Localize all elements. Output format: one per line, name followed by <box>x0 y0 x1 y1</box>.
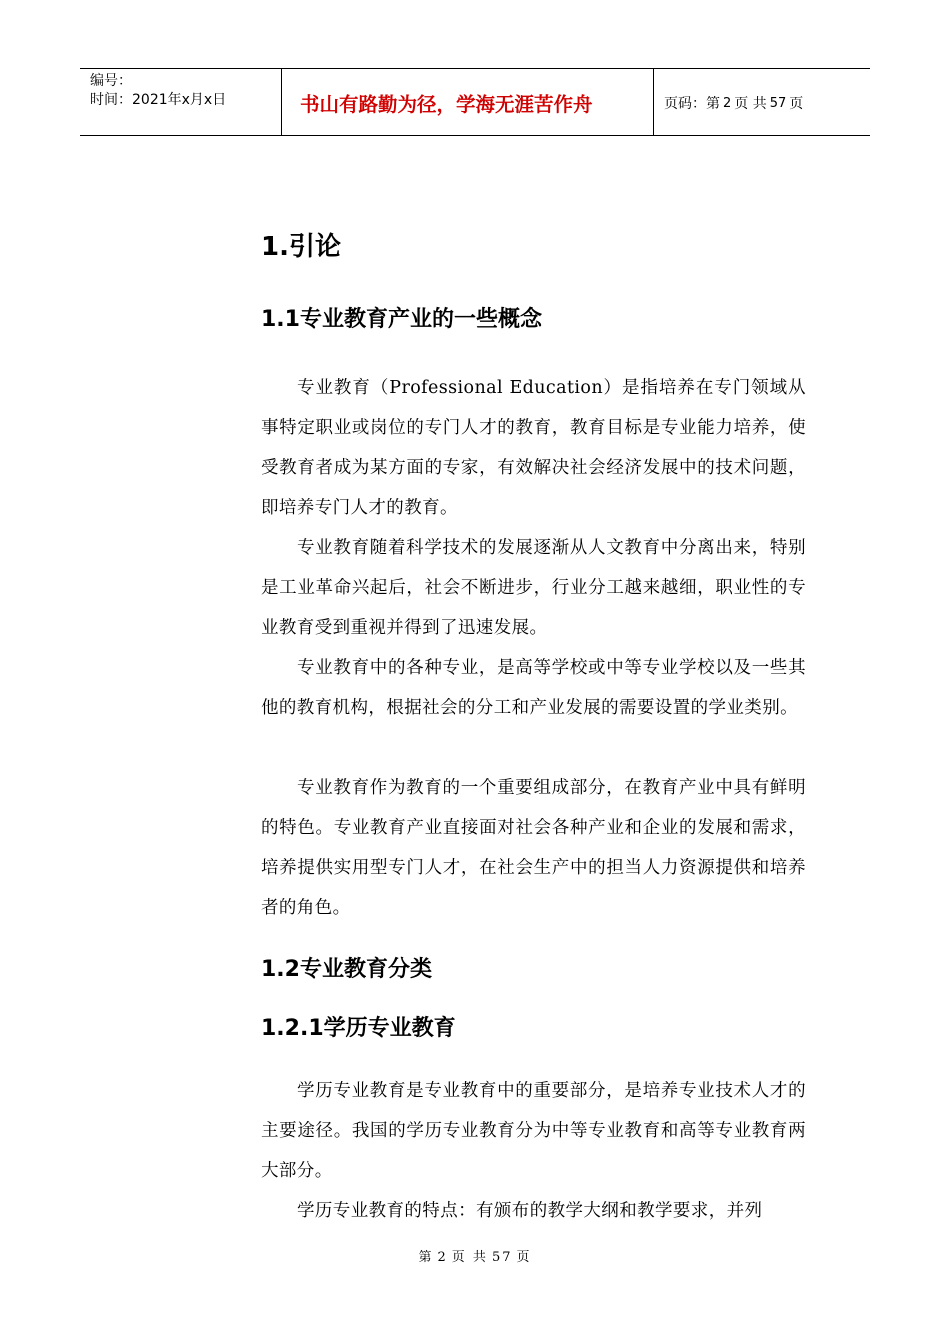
paragraph-3: 专业教育中的各种专业，是高等学校或中等专业学校以及一些其他的教育机构，根据社会的分工和产业发展的需要设置的学业类别。 <box>261 658 806 718</box>
header-page-current: 2 <box>723 95 732 111</box>
section-heading-1-2: 1.2专业教育分类 <box>261 957 432 982</box>
page-header <box>80 68 870 136</box>
footer-suffix: 页 <box>516 1250 532 1265</box>
paragraph-2: 专业教育随着科学技术的发展逐渐从人文教育中分离出来，特别是工业革命兴起后，社会不断进步，行业分工越来越细，职业性的专业教育受到重视并得到了迅速发展。 <box>261 538 806 638</box>
header-number-label: 编号： <box>90 73 132 89</box>
header-page-cell <box>654 69 870 135</box>
header-page-suffix: 页 <box>789 96 804 112</box>
header-motto: 书山有路勤为径，学海无涯苦作舟 <box>300 93 593 116</box>
header-page-middle: 页 共 <box>734 96 767 112</box>
footer-page-current: 2 <box>437 1250 448 1265</box>
chapter-title: 1.引论 <box>261 232 341 262</box>
header-page-prefix: 页码：第 <box>664 96 720 112</box>
footer-middle: 页 共 <box>451 1250 488 1265</box>
paragraph-5: 学历专业教育是专业教育中的重要部分，是培养专业技术人才的主要途径。我国的学历专业教育分为中等专业教育和高等专业教育两大部分。 <box>261 1081 806 1181</box>
footer-prefix: 第 <box>418 1250 434 1265</box>
paragraph-1: 专业教育（Professional Education）是指培养在专门领域从事特定职业或岗位的专门人才的教育，教育目标是专业能力培养，使受教育者成为某方面的专家，有效解决社会经济发展中的技术问题，即培养专门人才的教育。 <box>261 378 806 518</box>
paragraph-4: 专业教育作为教育的一个重要组成部分，在教育产业中具有鲜明的特色。专业教育产业直接面对社会各种产业和企业的发展和需求，培养提供实用型专门人才，在社会生产中的担当人力资源提供和培养者的角色。 <box>261 778 806 918</box>
section-heading-1-2-1: 1.2.1学历专业教育 <box>261 1016 456 1041</box>
page-footer <box>0 1246 950 1265</box>
header-page-total: 57 <box>769 95 787 111</box>
paragraph-6: 学历专业教育的特点：有颁布的教学大纲和教学要求，并列 <box>297 1201 763 1221</box>
footer-page-total: 57 <box>491 1250 513 1265</box>
header-motto-cell <box>282 69 654 135</box>
header-date-label: 时间：2021年x月x日 <box>90 92 227 108</box>
section-heading-1-1: 1.1专业教育产业的一些概念 <box>261 307 542 332</box>
header-info-cell <box>80 69 282 135</box>
